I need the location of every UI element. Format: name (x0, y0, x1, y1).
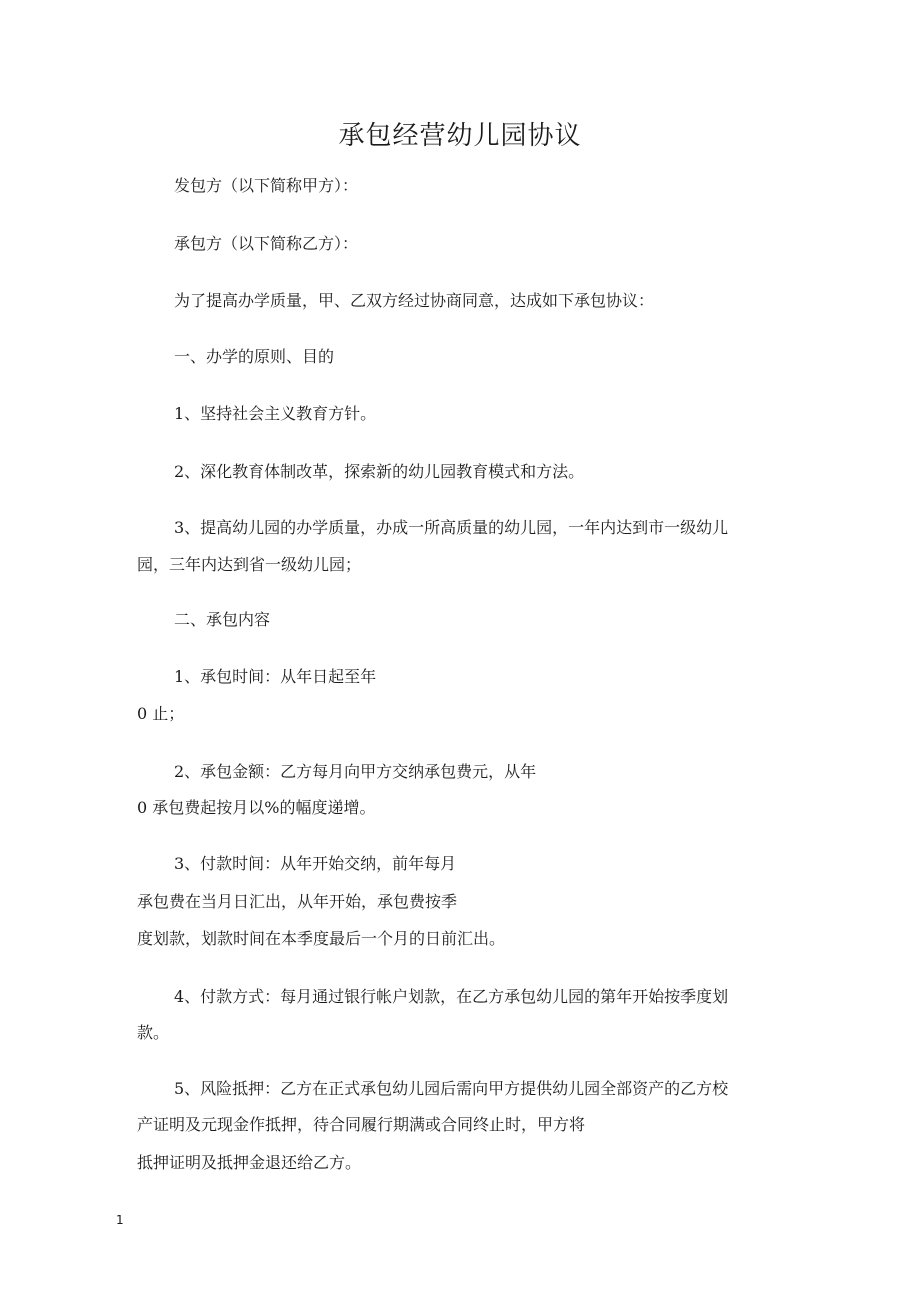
content-item-5-line-2: 产证明及元现金作抵押，待合同履行期满或合同终止时，甲方将 (137, 1115, 586, 1134)
section-heading-principles: 一、办学的原则、目的 (174, 347, 335, 366)
document-title: 承包经营幼儿园协议 (338, 121, 582, 151)
principle-item-3-line-2: 园，三年内达到省一级幼儿园； (137, 555, 362, 574)
party-a-line: 发包方（以下简称甲方）： (174, 176, 359, 195)
content-item-4-line-2: 款。 (137, 1023, 170, 1042)
content-item-3-line-2: 承包费在当月日汇出，从年开始，承包费按季 (137, 892, 458, 911)
content-item-3-line-3: 度划款，划款时间在本季度最后一个月的日前汇出。 (137, 929, 506, 948)
content-item-1-line-1: 1、承包时间：从年日起至年 (174, 667, 377, 686)
content-item-2-line-1: 2、承包金额：乙方每月向甲方交纳承包费元，从年 (174, 762, 537, 781)
principle-item-1: 1、坚持社会主义教育方针。 (174, 404, 377, 423)
content-item-4-line-1: 4、付款方式：每月通过银行帐户划款，在乙方承包幼儿园的第年开始按季度划 (174, 987, 729, 1006)
section-heading-content: 二、承包内容 (174, 610, 271, 629)
content-item-1-line-2: 0 止； (137, 704, 185, 723)
content-item-3-line-1: 3、付款时间：从年开始交纳，前年每月 (174, 854, 457, 873)
principle-item-2: 2、深化教育体制改革，探索新的幼儿园教育模式和方法。 (174, 462, 585, 481)
content-item-2-line-2: 0 承包费起按月以%的幅度递增。 (137, 798, 376, 817)
principle-item-3-line-1: 3、提高幼儿园的办学质量，办成一所高质量的幼儿园，一年内达到市一级幼儿 (174, 518, 729, 537)
content-item-5-line-3: 抵押证明及抵押金退还给乙方。 (137, 1153, 362, 1172)
page-number: 1 (116, 1213, 124, 1227)
content-item-5-line-1: 5、风险抵押：乙方在正式承包幼儿园后需向甲方提供幼儿园全部资产的乙方校 (174, 1079, 729, 1098)
intro-paragraph: 为了提高办学质量，甲、乙双方经过协商同意，达成如下承包协议： (174, 291, 655, 310)
party-b-line: 承包方（以下简称乙方）： (174, 234, 359, 253)
